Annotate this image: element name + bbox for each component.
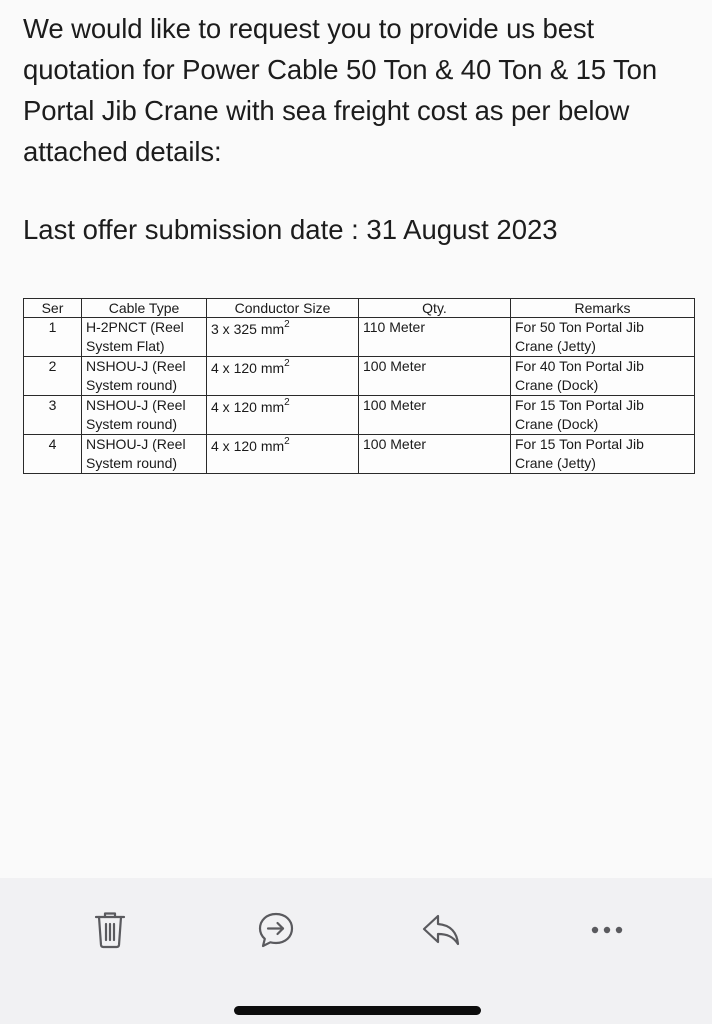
forward-icon [256,910,296,950]
cell-qty: 110 Meter [359,318,511,357]
cell-ser: 2 [24,357,82,396]
cell-remarks [511,435,695,474]
forward-button[interactable] [248,902,304,958]
header-qty: Qty. [359,299,511,318]
more-icon [589,925,625,935]
header-cable-type: Cable Type [82,299,207,318]
more-button[interactable] [579,902,635,958]
remarks-line: Crane (Dock) [515,416,599,432]
cable-type-line: H-2PNCT (Reel [86,319,184,335]
cable-type-line: NSHOU-J (Reel [86,358,186,374]
remarks-line: Crane (Jetty) [515,455,596,471]
trash-icon [93,910,127,950]
cable-type-line: System Flat) [86,338,165,354]
table-row [24,318,695,357]
header-conductor-size: Conductor Size [207,299,359,318]
remarks-line: Crane (Jetty) [515,338,596,354]
remarks-line: For 15 Ton Portal Jib [515,436,644,452]
size-exponent: 2 [284,397,290,409]
cell-cable-type [82,318,207,357]
header-ser: Ser [24,299,82,318]
submission-deadline: Last offer submission date : 31 August 2023 [23,214,558,245]
size-exponent: 2 [284,358,290,370]
home-indicator[interactable] [234,1006,481,1015]
remarks-line: Crane (Dock) [515,377,599,393]
cell-cable-type [82,357,207,396]
table-row [24,435,695,474]
size-value: 4 x 120 mm [211,438,285,454]
delete-button[interactable] [82,902,138,958]
size-value: 3 x 325 mm [211,321,285,337]
cell-conductor-size [207,435,359,474]
size-value: 4 x 120 mm [211,360,285,376]
cell-ser: 3 [24,396,82,435]
remarks-line: For 15 Ton Portal Jib [515,397,644,413]
cell-cable-type [82,435,207,474]
cable-quotation-table [23,298,695,474]
table-header-row [24,299,695,318]
cell-conductor-size [207,357,359,396]
cell-conductor-size [207,318,359,357]
remarks-line: For 40 Ton Portal Jib [515,358,644,374]
cable-type-line: NSHOU-J (Reel [86,397,186,413]
table-row [24,396,695,435]
reply-button[interactable] [413,902,469,958]
cell-qty: 100 Meter [359,435,511,474]
cell-cable-type [82,396,207,435]
cable-type-line: System round) [86,455,178,471]
header-remarks: Remarks [511,299,695,318]
cable-type-line: System round) [86,377,178,393]
cell-remarks [511,396,695,435]
remarks-line: For 50 Ton Portal Jib [515,319,644,335]
cable-type-line: System round) [86,416,178,432]
cell-conductor-size [207,396,359,435]
email-body [23,8,693,250]
request-paragraph: We would like to request you to provide us best quotation for Power Cable 50 Ton & 40 Ton & 15 Ton Portal Jib Crane with sea freight cost as per below attached details: [23,13,658,167]
cable-type-line: NSHOU-J (Reel [86,436,186,452]
reply-icon [420,911,462,949]
mail-action-toolbar [0,878,712,1024]
cell-ser: 4 [24,435,82,474]
table-row [24,357,695,396]
cell-ser: 1 [24,318,82,357]
cell-remarks [511,357,695,396]
size-exponent: 2 [284,319,290,331]
cell-qty: 100 Meter [359,357,511,396]
size-value: 4 x 120 mm [211,399,285,415]
size-exponent: 2 [284,436,290,448]
cell-qty: 100 Meter [359,396,511,435]
cell-remarks [511,318,695,357]
